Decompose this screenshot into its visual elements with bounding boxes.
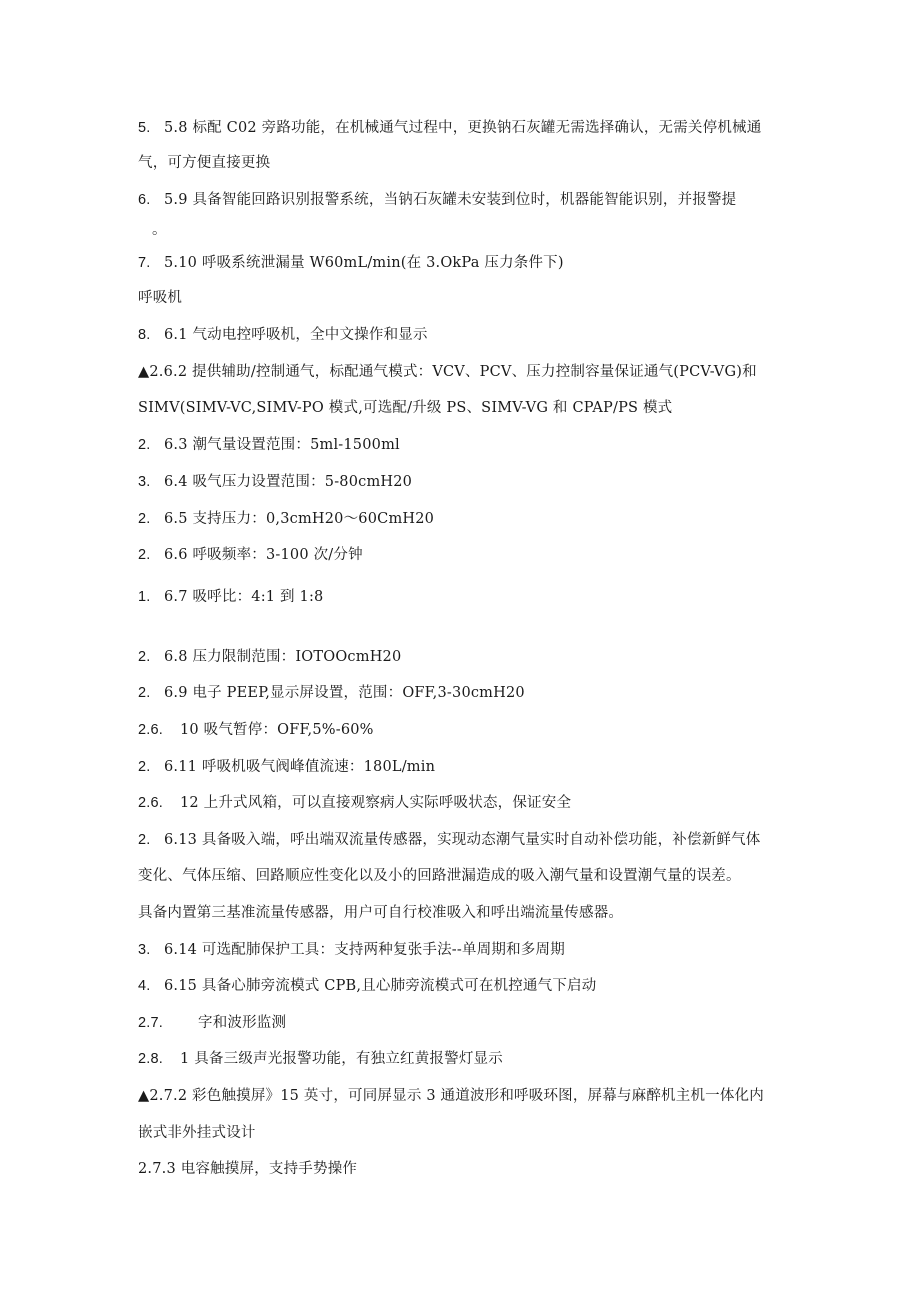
- spec-text: 6.13 具备吸入端，呼出端双流量传感器，实现动态潮气量实时自动补偿功能，补偿新鲜气体: [164, 832, 761, 848]
- spec-text: 6.8 压力限制范围：IOTOOcmH20: [164, 649, 402, 665]
- spec-text: 嵌式非外挂式设计: [138, 1125, 256, 1141]
- spec-text: 12 上升式风箱，可以直接观察病人实际呼吸状态，保证安全: [180, 795, 572, 811]
- spec-line: [138, 362, 757, 382]
- spec-line: [138, 940, 565, 960]
- list-number: 2.: [138, 547, 151, 563]
- spec-text: 6.14 可选配肺保护工具：支持两种复张手法--单周期和多周期: [164, 942, 565, 958]
- spec-line: [138, 1013, 286, 1033]
- spec-text: 。: [152, 222, 167, 238]
- spec-line: [138, 118, 761, 138]
- list-number: 2.: [138, 685, 151, 701]
- spec-text: 5.8 标配 C02 旁路功能，在机械通气过程中，更换钠石灰罐无需选择确认，无需关停机械通: [164, 120, 762, 136]
- list-number: 2.7.: [138, 1015, 163, 1031]
- list-number: 2.: [138, 649, 151, 665]
- spec-text: ▲2.6.2 提供辅助/控制通气，标配通气模式：VCV、PCV、压力控制容量保证通气(PCV-VG)和: [138, 364, 757, 380]
- spec-line: [138, 683, 525, 703]
- list-number: 6.: [138, 192, 151, 208]
- spec-line: [138, 472, 412, 492]
- spec-line: [138, 976, 596, 996]
- spec-text: 具备内置第三基准流量传感器，用户可自行校准吸入和呼出端流量传感器。: [138, 905, 624, 921]
- spec-line: [138, 1086, 764, 1106]
- spec-text: 6.15 具备心肺旁流模式 CPB,且心肺旁流模式可在机控通气下启动: [164, 978, 597, 994]
- spec-line: [138, 903, 623, 923]
- spec-line: [138, 190, 736, 210]
- list-number: 2.: [138, 759, 151, 775]
- list-number: 3.: [138, 474, 151, 490]
- list-number: 4.: [138, 978, 151, 994]
- spec-line: [138, 866, 741, 886]
- spec-line: [138, 1049, 503, 1069]
- spec-text: 6.7 吸呼比：4:1 到 1:8: [164, 589, 324, 605]
- list-number: 2.8.: [138, 1051, 163, 1067]
- spec-line: [138, 153, 270, 173]
- spec-text: 2.7.3 电容触摸屏，支持手势操作: [138, 1161, 358, 1177]
- list-number: 2.: [138, 511, 151, 527]
- spec-text: 呼吸机: [138, 290, 183, 306]
- spec-text: 5.9 具备智能回路识别报警系统，当钠石灰罐未安装到位时，机器能智能识别，并报警提: [164, 192, 737, 208]
- spec-text: 气，可方便直接更换: [138, 155, 271, 171]
- spec-text: ▲2.7.2 彩色触摸屏》15 英寸，可同屏显示 3 通道波形和呼吸环图，屏幕与麻醉机主机一体化内: [138, 1088, 764, 1104]
- spec-text: 6.1 气动电控呼吸机，全中文操作和显示: [164, 327, 428, 343]
- list-number: 5.: [138, 120, 151, 136]
- spec-text: 变化、气体压缩、回路顺应性变化以及小的回路泄漏造成的吸入潮气量和设置潮气量的误差。: [138, 868, 741, 884]
- spec-text: 1 具备三级声光报警功能，有独立红黄报警灯显示: [180, 1051, 503, 1067]
- spec-text: 6.3 潮气量设置范围：5ml-1500ml: [164, 437, 400, 453]
- list-number: 2.: [138, 832, 151, 848]
- spec-line: [138, 587, 323, 607]
- list-number: 2.6.: [138, 795, 163, 811]
- list-number: 2.6.: [138, 722, 163, 738]
- spec-line: [138, 647, 401, 667]
- spec-line: [138, 435, 400, 455]
- spec-line: [138, 325, 428, 345]
- list-number: 3.: [138, 942, 151, 958]
- spec-line: [138, 253, 564, 273]
- spec-line: [138, 830, 761, 850]
- spec-text: SIMV(SIMV-VC,SIMV-PO 模式,可选配/升级 PS、SIMV-VG 和 CPAP/PS 模式: [138, 400, 673, 416]
- list-number: 7.: [138, 255, 151, 271]
- spec-text: 6.5 支持压力：0,3cmH20～60CmH20: [164, 511, 435, 527]
- spec-line: [138, 720, 374, 740]
- spec-text: 6.9 电子 PEEP,显示屏设置，范围：OFF,3-30cmH20: [164, 685, 525, 701]
- spec-text: 10 吸气暂停：OFF,5%-60%: [180, 722, 374, 738]
- spec-text: 字和波形监测: [198, 1015, 287, 1031]
- spec-line: [138, 545, 363, 565]
- section-heading: [138, 288, 182, 308]
- spec-line: [152, 220, 167, 240]
- spec-text: 6.6 呼吸频率：3-100 次/分钟: [164, 547, 363, 563]
- list-number: 8.: [138, 327, 151, 343]
- spec-text: 5.10 呼吸系统泄漏量 W60mL/min(在 3.OkPa 压力条件下): [164, 255, 564, 271]
- spec-line: [138, 793, 571, 813]
- list-number: 1.: [138, 589, 151, 605]
- spec-line: [138, 1159, 357, 1179]
- spec-text: 6.4 吸气压力设置范围：5-80cmH20: [164, 474, 413, 490]
- spec-line: [138, 509, 434, 529]
- spec-line: [138, 398, 672, 418]
- list-number: 2.: [138, 437, 151, 453]
- spec-line: [138, 757, 435, 777]
- spec-text: 6.11 呼吸机吸气阀峰值流速：180L/min: [164, 759, 436, 775]
- spec-line: [138, 1123, 256, 1143]
